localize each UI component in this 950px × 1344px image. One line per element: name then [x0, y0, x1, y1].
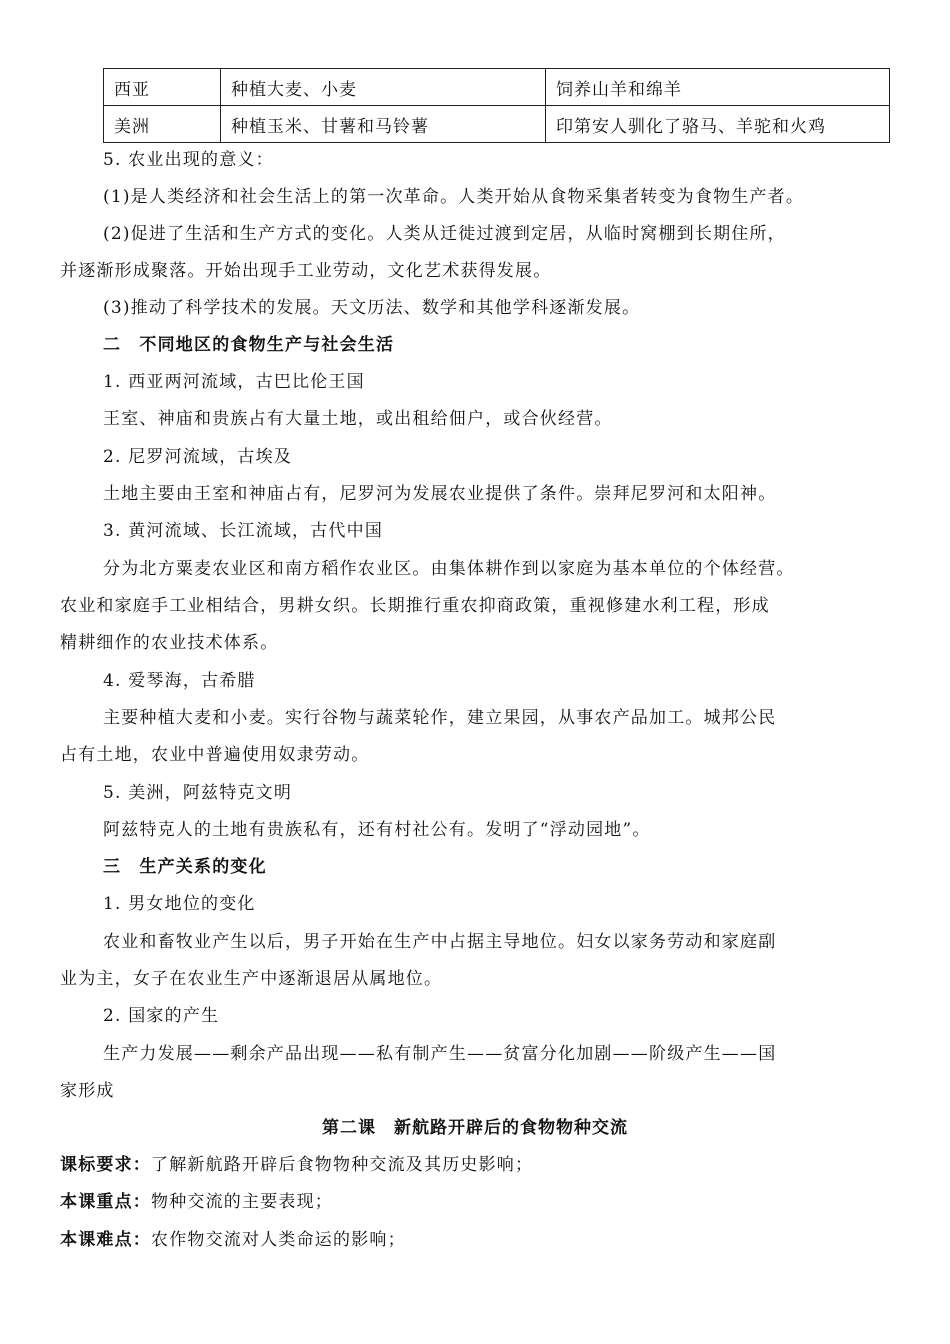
text-line: 3. 黄河流域、长江流域，古代中国: [103, 521, 384, 541]
agriculture-table: [103, 68, 890, 143]
requirement-text: 物种交流的主要表现；: [151, 1192, 333, 1212]
text-line: 5. 农业出现的意义：: [103, 150, 274, 170]
text-line: 4. 爱琴海，古希腊: [103, 671, 256, 691]
text-line: 占有土地，农业中普遍使用奴隶劳动。: [60, 745, 370, 765]
text-line: 家形成: [60, 1081, 115, 1101]
table-row: [104, 69, 890, 106]
text-line: 主要种植大麦和小麦。实行谷物与蔬菜轮作，建立果园，从事农产品加工。城邦公民: [103, 708, 777, 728]
text-line: 精耕细作的农业技术体系。: [60, 633, 279, 653]
text-line: 并逐渐形成聚落。开始出现手工业劳动，文化艺术获得发展。: [60, 261, 552, 281]
text-line: 阿兹特克人的土地有贵族私有，还有村社公有。发明了“浮动园地”。: [103, 820, 651, 840]
requirement-text: 农作物交流对人类命运的影响；: [151, 1230, 406, 1250]
text-line: 农业和家庭手工业相结合，男耕女织。长期推行重农抑商政策，重视修建水利工程，形成: [60, 596, 770, 616]
text-line: 王室、神庙和贵族占有大量土地，或出租给佃户，或合伙经营。: [103, 409, 613, 429]
table-cell: 种植大麦、小麦: [221, 69, 546, 106]
table-cell: 印第安人驯化了骆马、羊驼和火鸡: [546, 106, 890, 143]
section-heading: 三 生产关系的变化: [103, 857, 267, 877]
table-cell: 种植玉米、甘薯和马铃薯: [221, 106, 546, 143]
table-cell: 美洲: [104, 106, 221, 143]
requirement-label: 本课重点：: [60, 1192, 151, 1212]
text-line: 分为北方粟麦农业区和南方稻作农业区。由集体耕作到以家庭为基本单位的个体经营。: [103, 559, 795, 579]
requirement-line: [60, 1153, 533, 1177]
text-line: 业为主，女子在农业生产中逐渐退居从属地位。: [60, 969, 443, 989]
text-line: 2. 尼罗河流域，古埃及: [103, 447, 293, 467]
text-line: (1)是人类经济和社会生活上的第一次革命。人类开始从食物采集者转变为食物生产者。: [103, 187, 805, 207]
table-row: [104, 106, 890, 143]
text-line: (2)促进了生活和生产方式的变化。人类从迁徙过渡到定居，从临时窝棚到长期住所，: [103, 224, 786, 244]
text-line: 1. 男女地位的变化: [103, 894, 256, 914]
text-line: 2. 国家的产生: [103, 1006, 220, 1026]
text-line: 5. 美洲，阿兹特克文明: [103, 783, 293, 803]
lesson-title: 第二课 新航路开辟后的食物物种交流: [322, 1118, 628, 1138]
requirement-line: [60, 1190, 333, 1214]
table-cell: 饲养山羊和绵羊: [546, 69, 890, 106]
table-cell: 西亚: [104, 69, 221, 106]
requirement-label: 课标要求：: [60, 1155, 151, 1175]
text-line: 农业和畜牧业产生以后，男子开始在生产中占据主导地位。妇女以家务劳动和家庭副: [103, 932, 777, 952]
text-line: 1. 西亚两河流域，古巴比伦王国: [103, 372, 365, 392]
requirement-text: 了解新航路开辟后食物物种交流及其历史影响；: [151, 1155, 534, 1175]
section-heading: 二 不同地区的食物生产与社会生活: [103, 335, 395, 355]
text-line: 土地主要由王室和神庙占有，尼罗河为发展农业提供了条件。崇拜尼罗河和太阳神。: [103, 484, 777, 504]
text-line: (3)推动了科学技术的发展。天文历法、数学和其他学科逐渐发展。: [103, 298, 641, 318]
requirement-label: 本课难点：: [60, 1230, 151, 1250]
text-line: 生产力发展——剩余产品出现——私有制产生——贫富分化加剧——阶级产生——国: [103, 1044, 777, 1064]
requirement-line: [60, 1228, 406, 1252]
